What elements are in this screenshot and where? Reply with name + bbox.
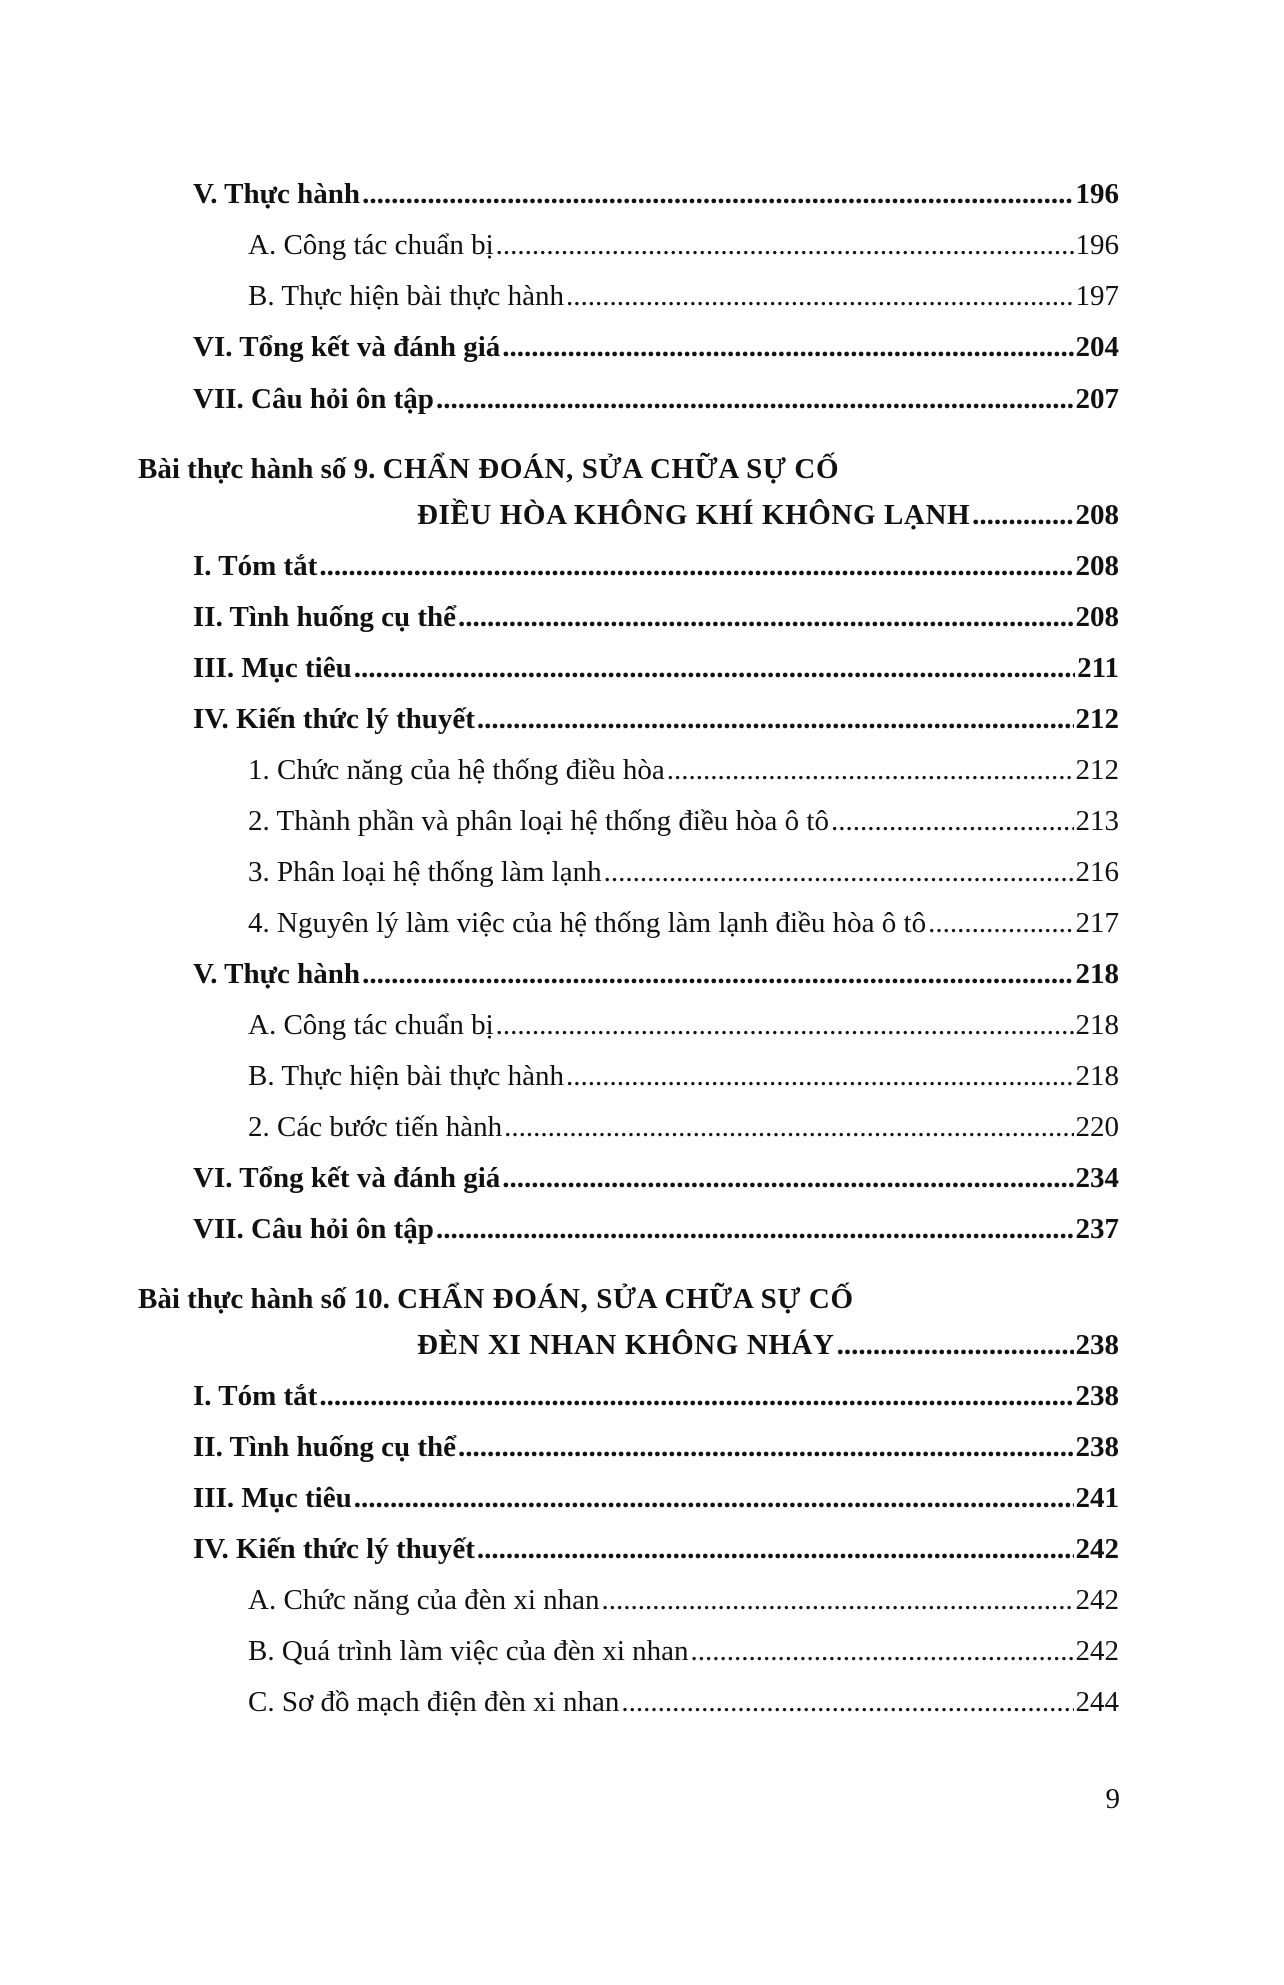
toc-entry	[193, 1208, 1119, 1250]
toc-entry-title: C. Sơ đồ mạch điện đèn xi nhan	[248, 1686, 620, 1718]
toc-entry-page: 238	[1075, 1431, 1119, 1463]
toc-entry-title: B. Thực hiện bài thực hành	[248, 1060, 564, 1092]
toc-entry	[248, 1106, 1119, 1148]
toc-entry-page: 212	[1075, 703, 1119, 735]
toc-entry	[248, 1681, 1119, 1723]
dot-leader	[691, 1630, 1074, 1672]
chapter-title-line2: ĐÈN XI NHAN KHÔNG NHÁY	[417, 1329, 835, 1361]
toc-entry-page: 234	[1075, 1162, 1119, 1194]
chapter-title-line1: CHẨN ĐOÁN, SỬA CHỮA SỰ CỐ	[382, 453, 840, 485]
dot-leader	[477, 1528, 1074, 1570]
dot-leader	[604, 851, 1074, 893]
toc-entry-title: VII. Câu hỏi ôn tập	[193, 1213, 434, 1245]
toc-entry-page: 238	[1075, 1380, 1119, 1412]
toc-entry-title: B. Quá trình làm việc của đèn xi nhan	[248, 1635, 689, 1667]
toc-entry-title: V. Thực hành	[193, 178, 361, 210]
dot-leader	[477, 698, 1074, 740]
toc-entry	[193, 1426, 1119, 1468]
toc-entry	[193, 326, 1119, 368]
dot-leader	[504, 1106, 1073, 1148]
toc-entry-page: 238	[1075, 1329, 1119, 1361]
dot-leader	[831, 800, 1074, 842]
toc-entry	[248, 275, 1119, 317]
toc-entry	[248, 1630, 1119, 1672]
toc-entry	[248, 1055, 1119, 1097]
toc-entry-page: 244	[1075, 1686, 1119, 1718]
toc-entry-page: 213	[1075, 805, 1119, 837]
dot-leader	[319, 545, 1073, 587]
toc-entry-title: I. Tóm tắt	[193, 550, 318, 582]
toc-entry-title: VI. Tổng kết và đánh giá	[193, 331, 501, 363]
toc-entry	[193, 647, 1119, 689]
toc-entry-page: 237	[1075, 1213, 1119, 1245]
dot-leader	[436, 378, 1074, 420]
toc-entry	[248, 224, 1119, 266]
dot-leader	[458, 596, 1074, 638]
toc-entry-title: V. Thực hành	[193, 958, 361, 990]
toc-entry-title: 1. Chức năng của hệ thống điều hòa	[248, 754, 665, 786]
toc-entry	[193, 378, 1119, 420]
dot-leader	[972, 494, 1073, 536]
toc-entry-page: 208	[1075, 550, 1119, 582]
toc-entry	[193, 1157, 1119, 1199]
toc-entry	[193, 596, 1119, 638]
toc-entry-title: II. Tình huống cụ thể	[193, 1431, 456, 1463]
toc-entry	[193, 173, 1119, 215]
toc-entry-page: 218	[1075, 958, 1119, 990]
toc-entry-page: 218	[1075, 1060, 1119, 1092]
toc-entry-title: A. Công tác chuẩn bị	[248, 229, 494, 261]
toc-entry-page: 211	[1077, 652, 1119, 684]
toc-entry-title: 2. Thành phần và phân loại hệ thống điều hòa ô tô	[248, 805, 829, 837]
toc-entry-title: III. Mục tiêu	[193, 1482, 352, 1514]
toc-entry	[193, 1375, 1119, 1417]
toc-entry	[248, 800, 1119, 842]
toc-entry-page: 218	[1075, 1009, 1119, 1041]
toc-entry	[193, 953, 1119, 995]
dot-leader	[602, 1579, 1074, 1621]
dot-leader	[621, 1681, 1073, 1723]
toc-entry	[248, 1004, 1119, 1046]
toc-entry-page: 217	[1075, 907, 1119, 939]
dot-leader	[566, 275, 1074, 317]
dot-leader	[354, 647, 1075, 689]
toc-entry-title: A. Chức năng của đèn xi nhan	[248, 1584, 600, 1616]
toc-entry	[248, 1579, 1119, 1621]
toc-entry-page: 216	[1075, 856, 1119, 888]
toc-entry-title: II. Tình huống cụ thể	[193, 601, 456, 633]
toc-entry-title: 4. Nguyên lý làm việc của hệ thống làm lạnh điều hòa ô tô	[248, 907, 927, 939]
chapter-heading	[138, 448, 839, 490]
toc-entry-page: 197	[1075, 280, 1119, 312]
toc-entry-page: 208	[1075, 499, 1119, 531]
chapter-heading-line2	[417, 1324, 1119, 1366]
chapter-lead: Bài thực hành số 9.	[138, 453, 376, 485]
dot-leader	[837, 1324, 1074, 1366]
toc-entry	[193, 1477, 1119, 1519]
toc-entry-title: I. Tóm tắt	[193, 1380, 318, 1412]
toc-entry-title: 2. Các bước tiến hành	[248, 1111, 503, 1143]
dot-leader	[354, 1477, 1074, 1519]
toc-entry-page: 242	[1075, 1533, 1119, 1565]
toc-entry-page: 196	[1075, 229, 1119, 261]
toc-entry-page: 242	[1075, 1584, 1119, 1616]
dot-leader	[436, 1208, 1074, 1250]
toc-entry-title: VI. Tổng kết và đánh giá	[193, 1162, 501, 1194]
toc-entry-title: IV. Kiến thức lý thuyết	[193, 703, 475, 735]
chapter-title-line2: ĐIỀU HÒA KHÔNG KHÍ KHÔNG LẠNH	[417, 499, 971, 531]
dot-leader	[362, 173, 1073, 215]
dot-leader	[928, 902, 1073, 944]
toc-entry	[248, 749, 1119, 791]
page-number: 9	[1105, 1783, 1120, 1815]
dot-leader	[319, 1375, 1073, 1417]
chapter-heading-line2	[417, 494, 1119, 536]
toc-entry	[248, 851, 1119, 893]
toc-entry-page: 207	[1075, 383, 1119, 415]
toc-entry-page: 212	[1075, 754, 1119, 786]
toc-entry-page: 241	[1075, 1482, 1119, 1514]
dot-leader	[362, 953, 1073, 995]
toc-entry-title: 3. Phân loại hệ thống làm lạnh	[248, 856, 602, 888]
toc-entry-title: A. Công tác chuẩn bị	[248, 1009, 494, 1041]
toc-entry	[193, 698, 1119, 740]
dot-leader	[502, 326, 1073, 368]
toc-entry-title: VII. Câu hỏi ôn tập	[193, 383, 434, 415]
dot-leader	[458, 1426, 1074, 1468]
toc-entry-title: III. Mục tiêu	[193, 652, 352, 684]
chapter-lead: Bài thực hành số 10.	[138, 1283, 390, 1315]
toc-entry-title: B. Thực hiện bài thực hành	[248, 280, 564, 312]
dot-leader	[566, 1055, 1074, 1097]
toc-entry-page: 242	[1075, 1635, 1119, 1667]
toc-entry-page: 208	[1075, 601, 1119, 633]
chapter-heading	[138, 1278, 854, 1320]
toc-entry-page: 196	[1075, 178, 1119, 210]
dot-leader	[502, 1157, 1073, 1199]
toc-entry-page: 204	[1075, 331, 1119, 363]
dot-leader	[496, 224, 1074, 266]
toc-entry	[193, 1528, 1119, 1570]
dot-leader	[667, 749, 1074, 791]
chapter-title-line1: CHẨN ĐOÁN, SỬA CHỮA SỰ CỐ	[397, 1283, 854, 1315]
toc-entry-title: IV. Kiến thức lý thuyết	[193, 1533, 475, 1565]
toc-entry-page: 220	[1075, 1111, 1119, 1143]
toc-entry	[193, 545, 1119, 587]
toc-entry	[248, 902, 1119, 944]
dot-leader	[496, 1004, 1074, 1046]
